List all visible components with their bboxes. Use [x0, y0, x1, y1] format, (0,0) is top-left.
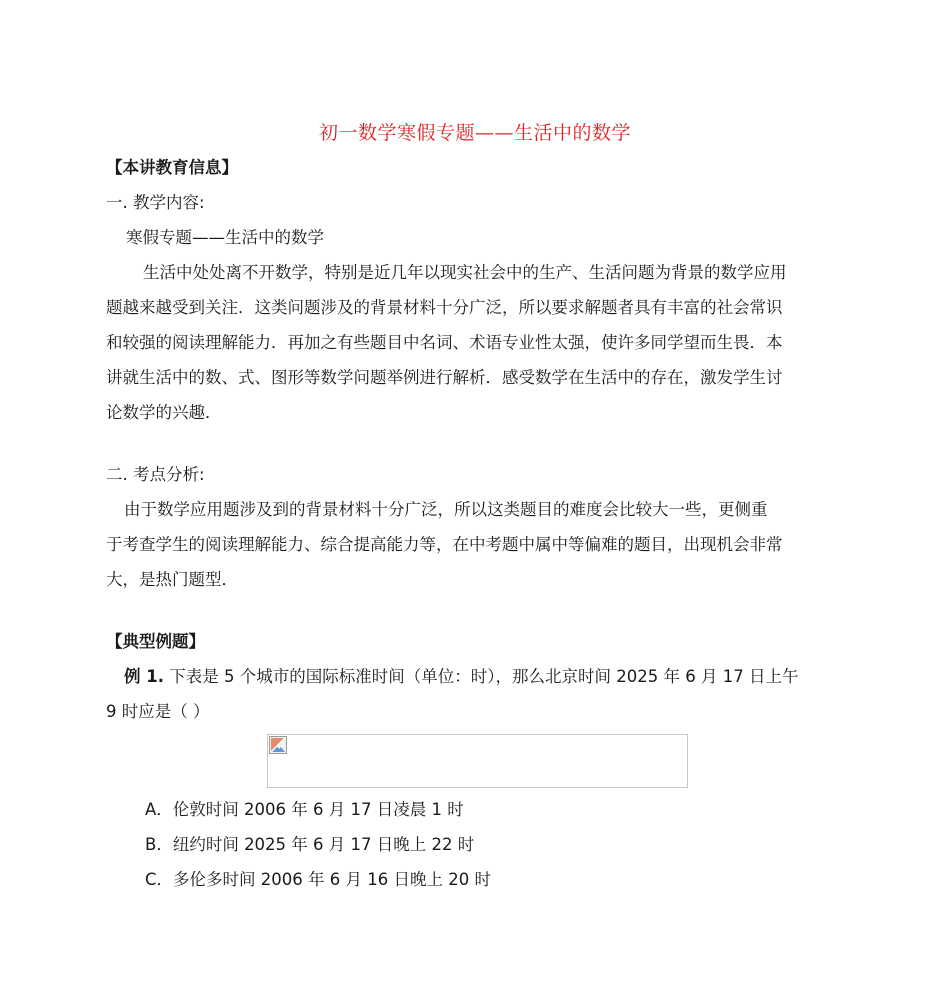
- teaching-paragraph-line: 论数学的兴趣．: [106, 403, 222, 422]
- example1-option-b: B．纽约时间 2025 年 6 月 17 日晚上 22 时: [145, 835, 475, 854]
- broken-image-icon: [269, 736, 287, 754]
- example1-option-c: C．多伦多时间 2006 年 6 月 16 日晚上 20 时: [145, 870, 491, 889]
- table-image-placeholder: [267, 734, 688, 788]
- teaching-content-subtitle: 寒假专题——生活中的数学: [126, 228, 324, 247]
- example1-question-text: 下表是 5 个城市的国际标准时间（单位：时），那么北京时间 2025 年 6 月 17 日上午: [169, 667, 799, 686]
- document-title: 初一数学寒假专题——生活中的数学: [318, 122, 631, 144]
- teaching-paragraph-line: 讲就生活中的数、式、图形等数学问题举例进行解析．感受数学在生活中的存在，激发学生讨: [106, 368, 783, 387]
- example1-question: [124, 665, 798, 689]
- example1-label: 例 1.: [124, 667, 164, 686]
- section-info-header: 【本讲教育信息】: [106, 158, 238, 177]
- analysis-paragraph-line: 大，是热门题型．: [106, 570, 238, 589]
- teaching-content-heading: 一. 教学内容:: [106, 193, 205, 212]
- teaching-paragraph-line: 和较强的阅读理解能力．再加之有些题目中名词、术语专业性太强，使许多同学望而生畏．本: [106, 333, 783, 352]
- analysis-paragraph-line: 由于数学应用题涉及到的背景材料十分广泛，所以这类题目的难度会比较大一些，更侧重: [124, 500, 768, 519]
- analysis-paragraph-line: 于考查学生的阅读理解能力、综合提高能力等，在中考题中属中等偏难的题目，出现机会非常: [106, 535, 783, 554]
- exam-analysis-heading: 二. 考点分析:: [106, 465, 205, 484]
- teaching-paragraph-line: 生活中处处离不开数学，特别是近几年以现实社会中的生产、生活问题为背景的数学应用: [143, 263, 787, 282]
- example1-question-line2: 9 时应是（ ）: [106, 702, 210, 721]
- examples-header: 【典型例题】: [106, 632, 205, 651]
- example1-option-a: A．伦敦时间 2006 年 6 月 17 日凌晨 1 时: [145, 800, 464, 819]
- teaching-paragraph-line: 题越来越受到关注．这类问题涉及的背景材料十分广泛，所以要求解题者具有丰富的社会常识: [106, 298, 783, 317]
